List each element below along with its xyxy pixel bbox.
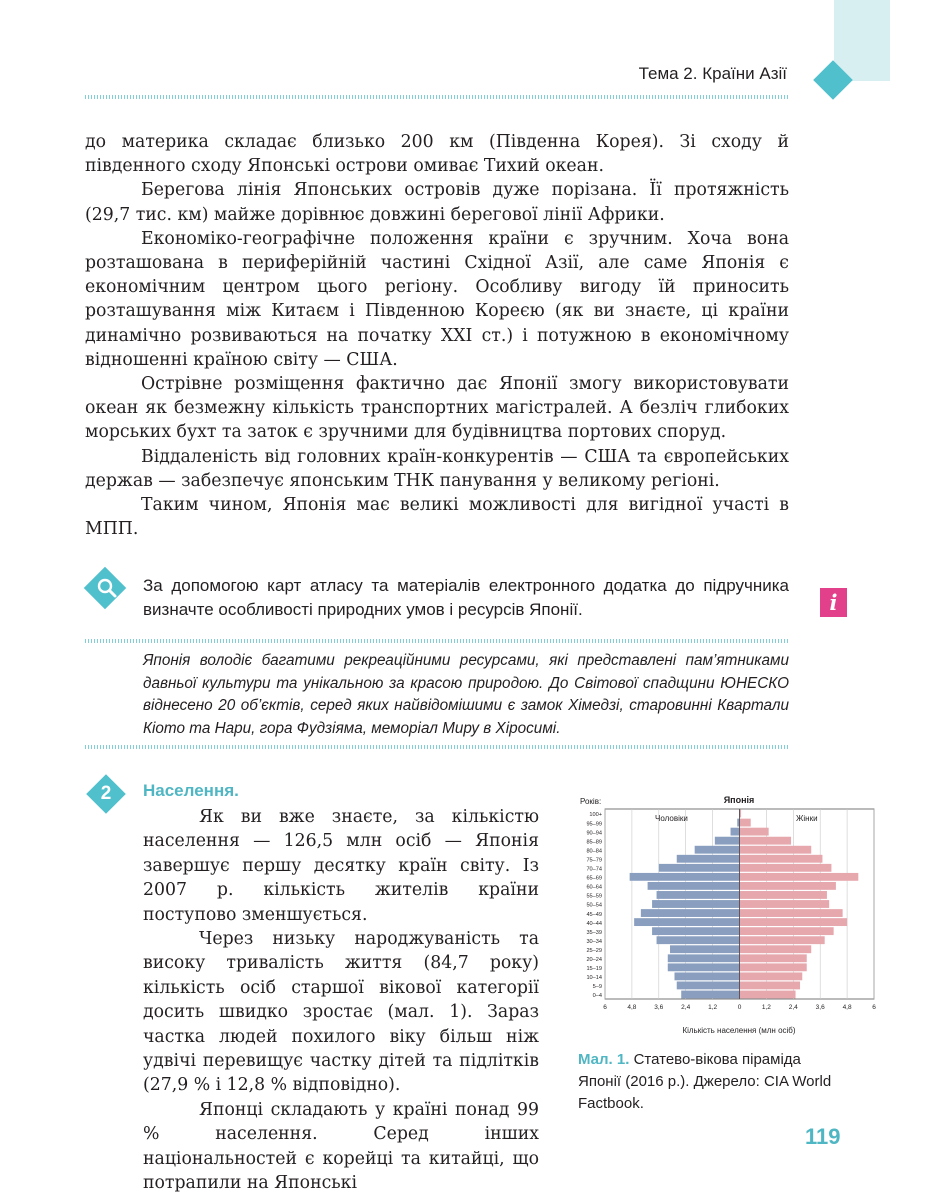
bar-male (652, 900, 739, 908)
bar-female (740, 819, 751, 827)
info-box-bottom-border (85, 745, 789, 749)
bar-male (641, 909, 740, 917)
section-title: Населення. (143, 781, 239, 801)
age-group-label: 90–94 (586, 830, 602, 836)
age-group-label: 10–14 (586, 975, 602, 981)
bar-male (677, 982, 740, 990)
bar-male (657, 936, 740, 944)
bar-male (668, 963, 740, 971)
bar-female (740, 837, 792, 845)
info-box-top-border (85, 639, 789, 643)
search-icon (96, 577, 118, 599)
legend-male: Чоловіки (655, 814, 688, 823)
bar-female (740, 991, 796, 999)
bar-female (740, 900, 830, 908)
age-group-label: 20–24 (586, 957, 602, 963)
bar-male (652, 927, 739, 935)
age-group-label: 100+ (589, 812, 602, 818)
info-icon: i (820, 588, 847, 617)
age-group-label: 5–9 (593, 984, 602, 990)
bar-male (668, 954, 740, 962)
bar-female (740, 828, 769, 836)
age-group-label: 70–74 (586, 867, 602, 873)
bar-male (674, 972, 739, 980)
age-group-label: 25–29 (586, 948, 602, 954)
age-group-label: 50–54 (586, 903, 602, 909)
bar-female (740, 972, 803, 980)
bar-male (630, 873, 740, 881)
x-tick-label: 1,2 (708, 1004, 717, 1011)
bar-female (740, 882, 836, 890)
x-tick-label: 0 (738, 1004, 742, 1011)
x-tick-label: 2,4 (789, 1004, 798, 1011)
x-tick-label: 2,4 (681, 1004, 690, 1011)
chart-xlabel: Кількість населення (млн осіб) (682, 1026, 795, 1035)
task-text: За допомогою карт атласу та матеріалів електронного додатка до підручника визначте особливості природних умов і ресурсів Японії. (143, 574, 789, 622)
bar-female (740, 873, 859, 881)
population-pyramid-chart (570, 790, 882, 1035)
x-tick-label: 3,6 (654, 1004, 663, 1011)
population-text (143, 805, 539, 1196)
bar-female (740, 891, 827, 899)
paragraph-3: Острівне розміщення фактично дає Японії змогу використовувати океан як безмежну кількість транспортних магістралей. А безліч глибоких морських бухт та заток є зручними для будівництва портових споруд. (85, 372, 789, 445)
x-tick-label: 4,8 (843, 1004, 852, 1011)
bar-female (740, 963, 807, 971)
bar-male (659, 864, 740, 872)
paragraph-1: Берегова лінія Японських островів дуже порізана. Її протяжність (29,7 тис. км) майже дорівнює довжині берегової лінії Африки. (85, 178, 789, 226)
legend-female: Жінки (796, 814, 818, 823)
paragraph-5: Таким чином, Японія має великі можливості для вигідної участі в МПП. (85, 493, 789, 541)
age-group-label: 30–34 (586, 939, 602, 945)
bar-female (740, 909, 843, 917)
bar-female (740, 954, 807, 962)
bar-female (740, 927, 834, 935)
bar-male (634, 918, 739, 926)
chart-ylabel: Років: (580, 797, 601, 806)
column-paragraph-0: Як ви вже знаєте, за кількістю населення — 126,5 млн осіб — Японія завершує першу десятку країн світу. Із 2007 р. кількість жителів країни поступово зменшується. (143, 805, 539, 927)
bar-male (648, 882, 740, 890)
bar-male (670, 945, 739, 953)
paragraph-4: Віддаленість від головних країн-конкурентів — США та європейських держав — забезпечує японським ТНК панування у великому регіоні. (85, 445, 789, 493)
column-paragraph-1: Через низьку народжуваність та високу тривалість життя (84,7 року) кількість осіб старшої вікової категорії досить швидко зростає (мал. 1). Зараз частка людей похилого віку більш ніж удвічі перевищує частку дітей та підлітків (27,9 % і 12,8 % відповідно). (143, 927, 539, 1098)
age-group-label: 40–44 (586, 921, 602, 927)
age-group-label: 75–79 (586, 857, 602, 863)
x-tick-label: 6 (603, 1004, 607, 1011)
age-group-label: 60–64 (586, 885, 602, 891)
age-group-label: 65–69 (586, 876, 602, 882)
age-group-label: 0–4 (593, 993, 602, 999)
x-tick-label: 6 (872, 1004, 876, 1011)
paragraph-0: до материка складає близько 200 км (Південна Корея). Зі сходу й південного сходу Японські острови омиває Тихий океан. (85, 130, 789, 178)
bar-male (731, 828, 740, 836)
caption-label: Мал. 1. (578, 1051, 629, 1068)
bar-female (740, 918, 848, 926)
info-box-text: Японія володіє багатими рекреаційними ресурсами, які представлені пам’ятниками давньої культури та унікальною за красою природою. До Світової спадщини ЮНЕСКО віднесено 20 об’єктів, серед яких найвідомішими є замок Хімедзі, старовинні Квартали Кіото та Нари, гора Фудзіяма, меморіал Миру в Хіросимі. (143, 650, 789, 740)
x-tick-label: 3,6 (816, 1004, 825, 1011)
age-group-label: 45–49 (586, 912, 602, 918)
age-group-label: 15–19 (586, 966, 602, 972)
x-tick-label: 1,2 (762, 1004, 771, 1011)
bar-male (715, 837, 740, 845)
page-number: 119 (805, 1124, 841, 1150)
bar-female (740, 855, 823, 863)
bar-female (740, 936, 825, 944)
age-group-label: 85–89 (586, 839, 602, 845)
bar-female (740, 864, 832, 872)
bar-male (657, 891, 740, 899)
chart-title: Японія (724, 795, 755, 805)
caption-text: Статево-вікова піраміда Японії (2016 р.). Джерело: CIA World Factbook. (578, 1051, 831, 1112)
header-title: Тема 2. Країни Азії (639, 64, 787, 84)
age-group-label: 35–39 (586, 930, 602, 936)
x-tick-label: 4,8 (627, 1004, 636, 1011)
bar-female (740, 982, 801, 990)
bar-female (740, 846, 812, 854)
column-paragraph-2: Японці складають у країні понад 99 % населення. Серед інших національностей є корейці та китайці, що потрапили на Японські (143, 1098, 539, 1196)
header-divider (85, 95, 789, 99)
bar-female (740, 945, 812, 953)
bar-male (677, 855, 740, 863)
age-group-label: 80–84 (586, 848, 602, 854)
figure-caption (578, 1049, 848, 1115)
age-group-label: 95–99 (586, 821, 602, 827)
body-text (85, 130, 789, 541)
section-number: 2 (92, 780, 120, 808)
bar-male (695, 846, 740, 854)
bar-male (681, 991, 739, 999)
paragraph-2: Економіко-географічне положення країни є зручним. Хоча вона розташована в периферійній частині Східної Азії, але саме Японія є економічним центром цього регіону. Особливу вигоду їй приносить розташування між Китаєм і Південною Кореєю (як ви знаєте, ці країни динамічно розвиваються на початку XXI ст.) і потужною в економічному відношенні країною світу — США. (85, 227, 789, 372)
age-group-label: 55–59 (586, 894, 602, 900)
